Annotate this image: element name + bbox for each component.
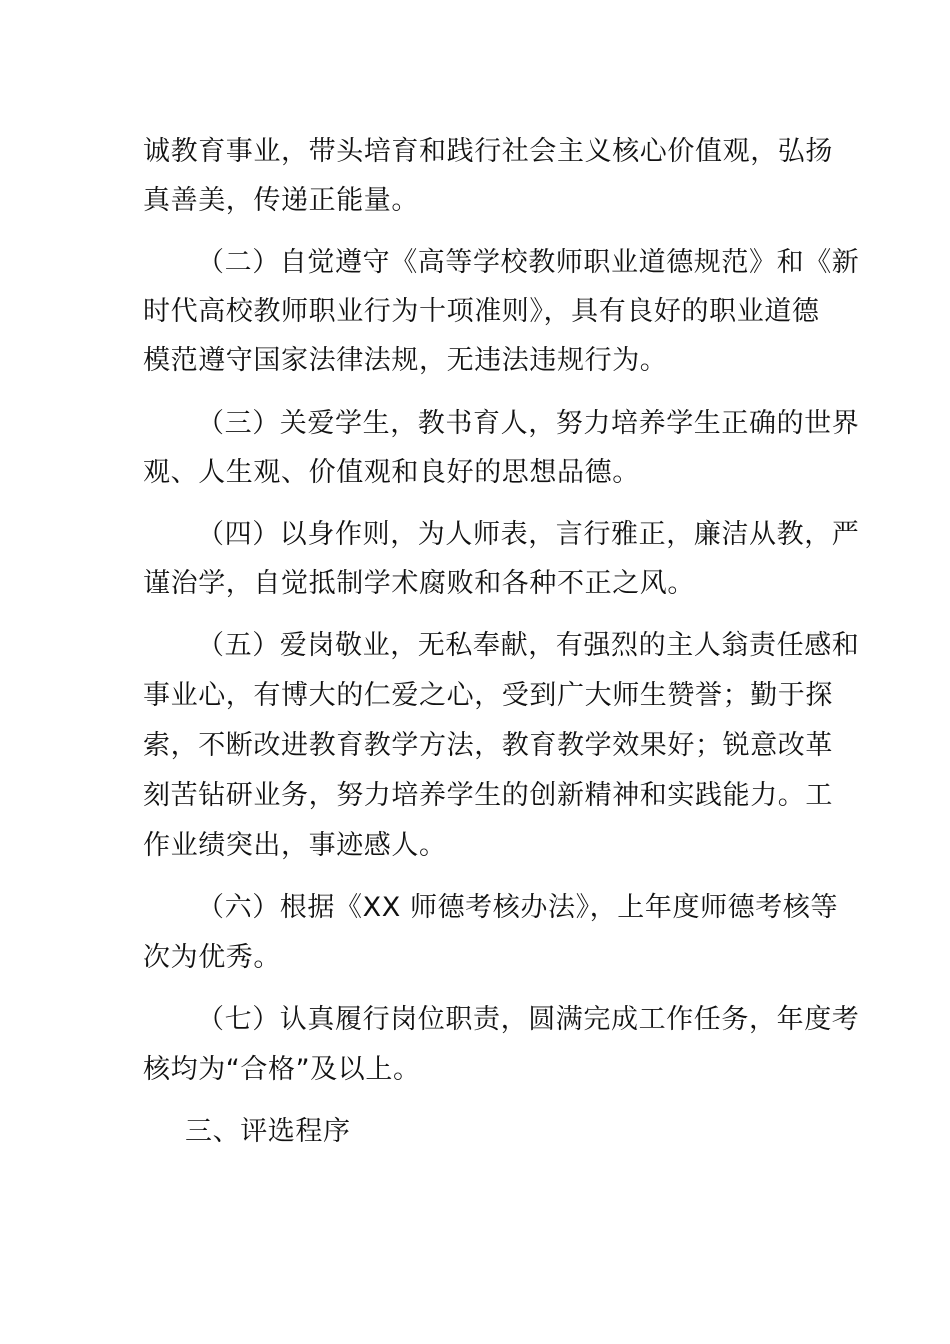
- paragraph-6-line: （六）根据《XX 师德考核办法》，上年度师德考核等: [197, 892, 839, 923]
- paragraph-4-line: （四）以身作则，为人师表，言行雅正，廉洁从教，严: [197, 519, 860, 550]
- text-line: 真善美，传递正能量。: [143, 185, 419, 216]
- text-line: 模范遵守国家法律法规，无违法违规行为。: [143, 345, 668, 376]
- text-line: 时代高校教师职业行为十项准则》，具有良好的职业道德: [143, 296, 820, 327]
- text-line: 诚教育事业，带头培育和践行社会主义核心价值观，弘扬: [143, 136, 833, 167]
- section-heading: 三、评选程序: [185, 1116, 351, 1147]
- text-line: 谨治学，自觉抵制学术腐败和各种不正之风。: [143, 568, 695, 599]
- text-line: 作业绩突出，事迹感人。: [143, 830, 447, 861]
- text-line: 索，不断改进教育教学方法，教育教学效果好；锐意改革: [143, 730, 833, 761]
- text-line: 事业心，有博大的仁爱之心，受到广大师生赞誉；勤于探: [143, 680, 833, 711]
- paragraph-7-line: （七）认真履行岗位职责，圆满完成工作任务，年度考: [197, 1004, 860, 1035]
- text-line: 观、人生观、价值观和良好的思想品德。: [143, 457, 640, 488]
- paragraph-3-line: （三）关爱学生，教书育人，努力培养学生正确的世界: [197, 408, 860, 439]
- text-line: 核均为“合格”及以上。: [143, 1054, 421, 1085]
- paragraph-2-line: （二）自觉遵守《高等学校教师职业道德规范》和《新: [197, 247, 860, 278]
- text-line: 刻苦钻研业务，努力培养学生的创新精神和实践能力。工: [143, 780, 833, 811]
- paragraph-5-line: （五）爱岗敬业，无私奉献，有强烈的主人翁责任感和: [197, 630, 860, 661]
- text-line: 次为优秀。: [143, 942, 281, 973]
